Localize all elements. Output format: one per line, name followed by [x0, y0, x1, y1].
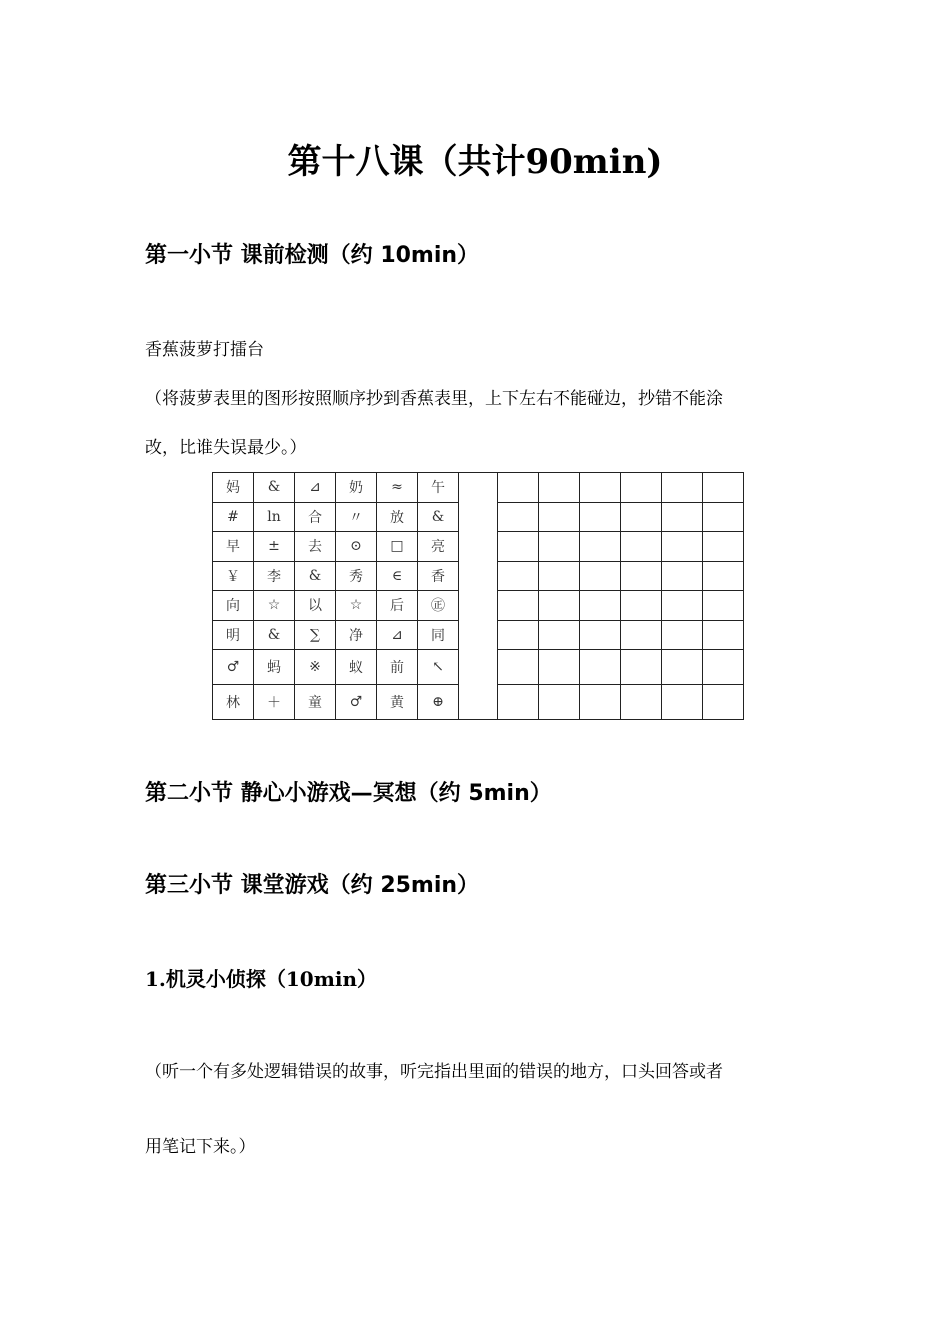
pineapple-cell: 同	[418, 620, 459, 650]
pineapple-cell: 早	[213, 532, 254, 562]
pineapple-cell: &	[418, 502, 459, 532]
banana-blank-cell[interactable]	[580, 685, 621, 720]
banana-blank-cell[interactable]	[703, 650, 744, 685]
banana-blank-cell[interactable]	[621, 473, 662, 503]
pineapple-cell: ln	[254, 502, 295, 532]
pineapple-cell: 黄	[377, 685, 418, 720]
pineapple-cell: ⊿	[295, 473, 336, 503]
pineapple-cell: ⊕	[418, 685, 459, 720]
pineapple-cell: ☆	[336, 591, 377, 621]
banana-blank-cell[interactable]	[662, 532, 703, 562]
banana-blank-cell[interactable]	[662, 502, 703, 532]
pineapple-cell: 香	[418, 561, 459, 591]
banana-blank-cell[interactable]	[539, 561, 580, 591]
pineapple-cell: ⊙	[336, 532, 377, 562]
banana-blank-cell[interactable]	[662, 650, 703, 685]
banana-blank-cell[interactable]	[703, 502, 744, 532]
pineapple-cell: ∈	[377, 561, 418, 591]
pineapple-cell: 净	[336, 620, 377, 650]
banana-blank-cell[interactable]	[703, 591, 744, 621]
section1-game-name: 香蕉菠萝打擂台	[145, 340, 264, 360]
banana-blank-cell[interactable]	[539, 532, 580, 562]
banana-blank-cell[interactable]	[580, 473, 621, 503]
pineapple-cell: 秀	[336, 561, 377, 591]
pineapple-cell: &	[295, 561, 336, 591]
pineapple-cell: 蚂	[254, 650, 295, 685]
pineapple-cell: 明	[213, 620, 254, 650]
pineapple-cell: 以	[295, 591, 336, 621]
banana-blank-cell[interactable]	[621, 620, 662, 650]
pineapple-cell: 午	[418, 473, 459, 503]
banana-blank-cell[interactable]	[498, 473, 539, 503]
banana-blank-cell[interactable]	[498, 685, 539, 720]
page-title: 第十八课（共计90min)	[287, 142, 663, 182]
pineapple-cell: ￥	[213, 561, 254, 591]
pineapple-cell: 亮	[418, 532, 459, 562]
section3-instruction-line1: （听一个有多处逻辑错误的故事，听完指出里面的错误的地方，口头回答或者	[145, 1062, 723, 1082]
banana-blank-cell[interactable]	[580, 561, 621, 591]
pineapple-cell: ♂	[336, 685, 377, 720]
banana-blank-cell[interactable]	[498, 591, 539, 621]
table-row	[213, 473, 744, 503]
banana-blank-cell[interactable]	[580, 591, 621, 621]
section1-instruction-line1: （将菠萝表里的图形按照顺序抄到香蕉表里，上下左右不能碰边，抄错不能涂	[145, 389, 723, 409]
banana-blank-cell[interactable]	[703, 473, 744, 503]
banana-blank-cell[interactable]	[580, 650, 621, 685]
banana-blank-cell[interactable]	[662, 591, 703, 621]
pineapple-cell: ＋	[254, 685, 295, 720]
pineapple-cell: ♂	[213, 650, 254, 685]
pineapple-cell: ⊿	[377, 620, 418, 650]
pineapple-cell: ㊣	[418, 591, 459, 621]
banana-blank-cell[interactable]	[498, 561, 539, 591]
section2-heading: 第二小节 静心小游戏—冥想（约 5min）	[145, 781, 552, 806]
section3-subheading: 1.机灵小侦探（10min）	[145, 967, 378, 991]
section1-heading: 第一小节 课前检测（约 10min）	[145, 243, 480, 268]
pineapple-cell: &	[254, 473, 295, 503]
section3-heading: 第三小节 课堂游戏（约 25min）	[145, 873, 480, 898]
pineapple-cell: 去	[295, 532, 336, 562]
banana-blank-cell[interactable]	[580, 532, 621, 562]
banana-blank-cell[interactable]	[662, 561, 703, 591]
banana-blank-cell[interactable]	[539, 591, 580, 621]
banana-blank-cell[interactable]	[662, 685, 703, 720]
banana-blank-cell[interactable]	[539, 502, 580, 532]
pineapple-cell: 蚁	[336, 650, 377, 685]
banana-blank-cell[interactable]	[662, 620, 703, 650]
pineapple-cell: ↖	[418, 650, 459, 685]
banana-blank-cell[interactable]	[621, 561, 662, 591]
banana-blank-cell[interactable]	[580, 620, 621, 650]
banana-blank-cell[interactable]	[621, 532, 662, 562]
banana-blank-cell[interactable]	[498, 502, 539, 532]
pineapple-cell: ☆	[254, 591, 295, 621]
pineapple-cell: #	[213, 502, 254, 532]
pineapple-cell: &	[254, 620, 295, 650]
banana-blank-cell[interactable]	[662, 473, 703, 503]
pineapple-cell: 童	[295, 685, 336, 720]
pineapple-cell: ±	[254, 532, 295, 562]
pineapple-cell: 合	[295, 502, 336, 532]
banana-blank-cell[interactable]	[621, 502, 662, 532]
table-gap-cell	[459, 473, 498, 720]
banana-blank-cell[interactable]	[498, 532, 539, 562]
banana-blank-cell[interactable]	[703, 532, 744, 562]
banana-blank-cell[interactable]	[621, 685, 662, 720]
banana-blank-cell[interactable]	[498, 650, 539, 685]
pineapple-cell: 李	[254, 561, 295, 591]
banana-blank-cell[interactable]	[539, 650, 580, 685]
pineapple-cell: 林	[213, 685, 254, 720]
banana-blank-cell[interactable]	[703, 685, 744, 720]
banana-blank-cell[interactable]	[580, 502, 621, 532]
pineapple-cell: 前	[377, 650, 418, 685]
pineapple-cell: ∑	[295, 620, 336, 650]
banana-blank-cell[interactable]	[621, 591, 662, 621]
pineapple-cell: 放	[377, 502, 418, 532]
section3-instruction-line2: 用笔记下来。）	[145, 1137, 256, 1157]
pineapple-cell: 向	[213, 591, 254, 621]
pineapple-cell: ≈	[377, 473, 418, 503]
pineapple-cell: 奶	[336, 473, 377, 503]
banana-blank-cell[interactable]	[703, 561, 744, 591]
copy-grid-table	[212, 472, 744, 720]
banana-blank-cell[interactable]	[703, 620, 744, 650]
banana-blank-cell[interactable]	[539, 473, 580, 503]
pineapple-cell: 〃	[336, 502, 377, 532]
banana-blank-cell[interactable]	[498, 620, 539, 650]
banana-blank-cell[interactable]	[539, 620, 580, 650]
pineapple-cell: 妈	[213, 473, 254, 503]
pineapple-cell: 后	[377, 591, 418, 621]
banana-blank-cell[interactable]	[539, 685, 580, 720]
pineapple-cell: ※	[295, 650, 336, 685]
section1-instruction-line2: 改，比谁失误最少。）	[145, 438, 307, 458]
pineapple-cell: □	[377, 532, 418, 562]
banana-blank-cell[interactable]	[621, 650, 662, 685]
